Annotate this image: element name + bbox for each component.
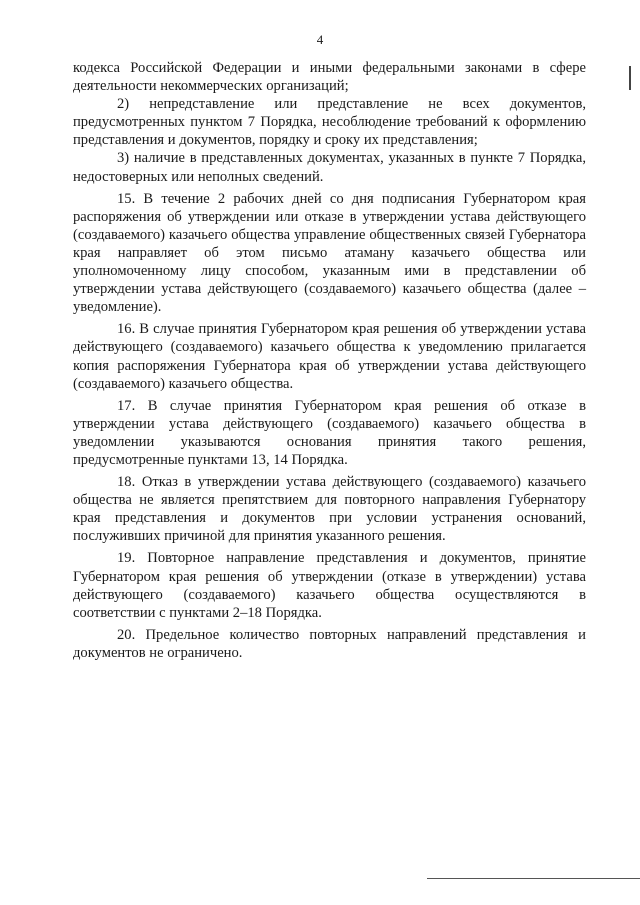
- paragraph-17: 17. В случае принятия Губернатором края решения об отказе в утверждении устава действующего (создаваемого) казачьего общества в уведомлении указываются основания принятия такого решения, предусмотренные пунктами 13, 14 Порядка.: [73, 397, 586, 468]
- paragraph-16: 16. В случае принятия Губернатором края решения об утверждении устава действующего (создаваемого) казачьего общества к уведомлению прилагается копия распоряжения Губернатора края об утверждении устава действующего (создаваемого) казачьего общества.: [73, 321, 586, 392]
- edge-mark: [629, 66, 631, 90]
- paragraph-18: 18. Отказ в утверждении устава действующего (создаваемого) казачьего общества не является препятствием для повторного направления Губернатору края представления и документов при условии устранения оснований, послуживших причиной для принятия указанного решения.: [73, 474, 586, 545]
- paragraph-20: 20. Предельное количество повторных направлений представления и документов не ограничено.: [73, 626, 586, 661]
- page-number: 4: [316, 32, 324, 47]
- paragraph-19: 19. Повторное направление представления и документов, принятие Губернатором края решения об утверждении (отказе в утверждении) устава действующего (создаваемого) казачьего общества осуществляются в соответствии с пунктами 2–18 Порядка.: [73, 550, 586, 621]
- footer-rule: [427, 878, 640, 879]
- paragraph-15: 15. В течение 2 рабочих дней со дня подписания Губернатором края распоряжения об утверждении или отказе в утверждении устава действующего (создаваемого) казачьего общества управление общественных связей Губернатора края направляет об этом письмо атаману казачьего общества или уполномоченному лицу способом, указанным ими в представлении об утверждении устава действующего (создаваемого) казачьего общества (далее – уведомление).: [73, 190, 586, 316]
- paragraph-continuation: кодекса Российской Федерации и иными федеральными законами в сфере деятельности некоммерческих организаций;: [73, 60, 586, 95]
- paragraph-item-3: 3) наличие в представленных документах, указанных в пункте 7 Порядка, недостоверных или неполных сведений.: [73, 150, 586, 185]
- document-body: [73, 59, 586, 662]
- paragraph-item-2: 2) непредставление или представление не всех документов, предусмотренных пунктом 7 Порядка, несоблюдение требований к оформлению представления и документов, порядку и сроку их представления;: [73, 96, 586, 149]
